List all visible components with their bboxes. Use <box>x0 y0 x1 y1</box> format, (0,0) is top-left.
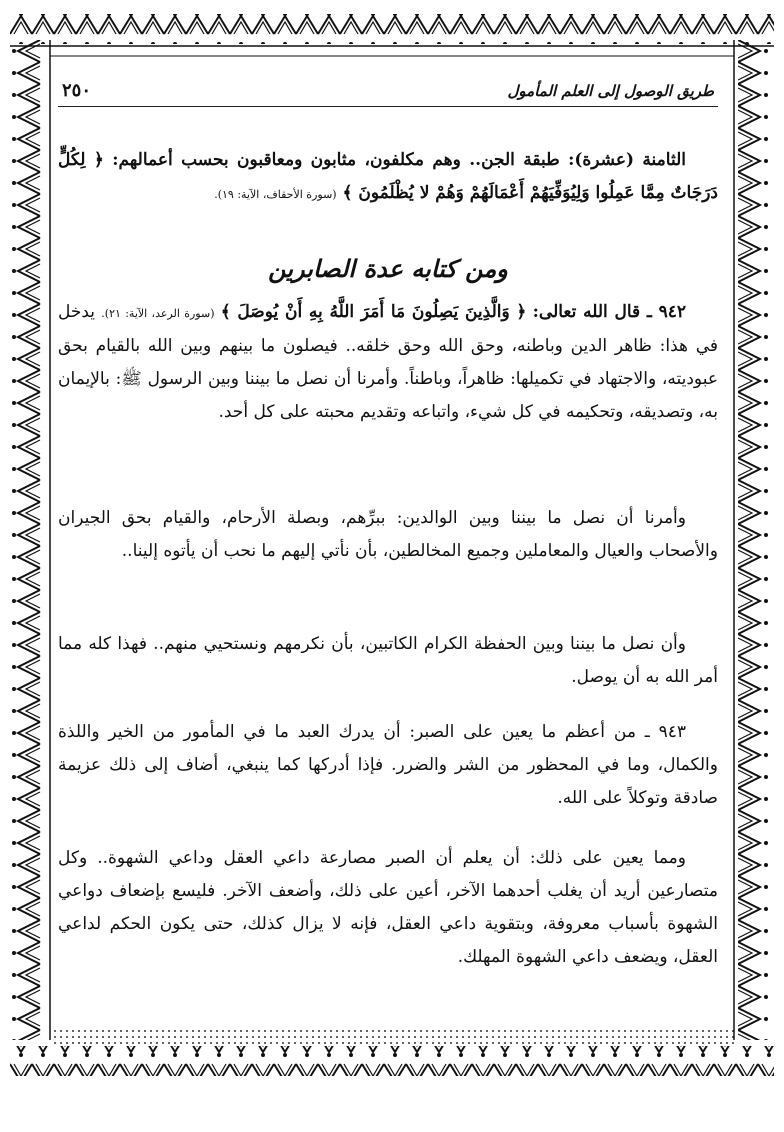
intro-paragraph <box>58 144 718 211</box>
border-top <box>10 10 774 72</box>
paragraph-last: ومما يعين على ذلك: أن يعلم أن الصبر مصارعة داعي العقل وداعي الشهوة.. وكل متصارعين أريد أن يغلب أحدهما الآخر، أعين على ذلك، وأضعف الآخر. فليسع بإضعاف دواعي الشهوة بأسباب معروفة، وبتقوية داعي العقل، فإنه لا يزال كذلك، حتى يكون الحكم لداعي العقل، ويضعف داعي الشهوة المهلك. <box>58 848 718 967</box>
section-heading: ومن كتابه عدة الصابرين <box>268 254 508 283</box>
border-left <box>10 40 56 1040</box>
paragraph-943: ٩٤٣ ـ من أعظم ما يعين على الصبر: أن يدرك العبد ما في المأمور من الخير واللذة والكمال، وما في المحظور من الشر والضرر. فإذا أدركها كما ينبغي، أضاف إلى ذلك عزيمة صادقة وتوكلاً على الله. <box>58 722 718 808</box>
p942-citation: (سورة الرعد، الآية: ٢١). <box>101 307 215 320</box>
page-number: ٢٥٠ <box>62 80 92 101</box>
intro-citation: (سورة الأحقاف، الآية: ١٩). <box>214 188 337 201</box>
p942-verse: ﴿ وَالَّذِينَ يَصِلُونَ مَا أَمَرَ اللَّهُ بِهِ أَنْ يُوصَلَ ﴾ <box>220 302 527 322</box>
page-content <box>58 72 718 1034</box>
running-header <box>58 72 718 107</box>
border-right <box>728 40 774 1040</box>
paragraph-942 <box>58 296 718 429</box>
intro-line: الثامنة (عشرة): طبقة الجن.. وهم مكلفون، مثابون ومعاقبون بحسب أعمالهم: <box>112 150 686 170</box>
paragraph-angels: وأن نصل ما بيننا وبين الحفظة الكرام الكاتبين، بأن نكرمهم ونستحيي منهم.. فهذا كله مما أمر الله به أن يوصل. <box>58 634 718 687</box>
p942-lead: ٩٤٢ ـ قال الله تعالى: <box>532 302 687 322</box>
border-bottom <box>10 1028 774 1082</box>
running-title: طريق الوصول إلى العلم المأمول <box>507 82 714 100</box>
paragraph-parents: وأمرنا أن نصل ما بيننا وبين الوالدين: ببرِّهم، وبصلة الأرحام، والقيام بحق الجيران والأصحاب والعيال والمعاملين وجميع المخالطين، بأن نأتي إليهم ما نحب أن يأتوه إلينا.. <box>58 508 718 561</box>
p942-text: يدخل في هذا: ظاهر الدين وباطنه، وحق الله وحق خلقه.. فيصلون ما بينهم وبين الله بالقيام بحق عبوديته، والاجتهاد في تكميلها: ظاهراً، وباطناً. وأمرنا أن نصل ما بيننا وبين الرسول ﷺ: بالإيمان به، وتصديقه، وتحكيمه في كل شيء، واتباعه وتقديم محبته على كل أحد. <box>58 302 718 422</box>
intro-verse: ﴿ لِكُلٍّ دَرَجَاتٌ مِمَّا عَمِلُوا وَلِيُوَفِّيَهُمْ أَعْمَالَهُمْ وَهُمْ لا يُظْلَمُونَ ﴾ <box>58 150 718 203</box>
